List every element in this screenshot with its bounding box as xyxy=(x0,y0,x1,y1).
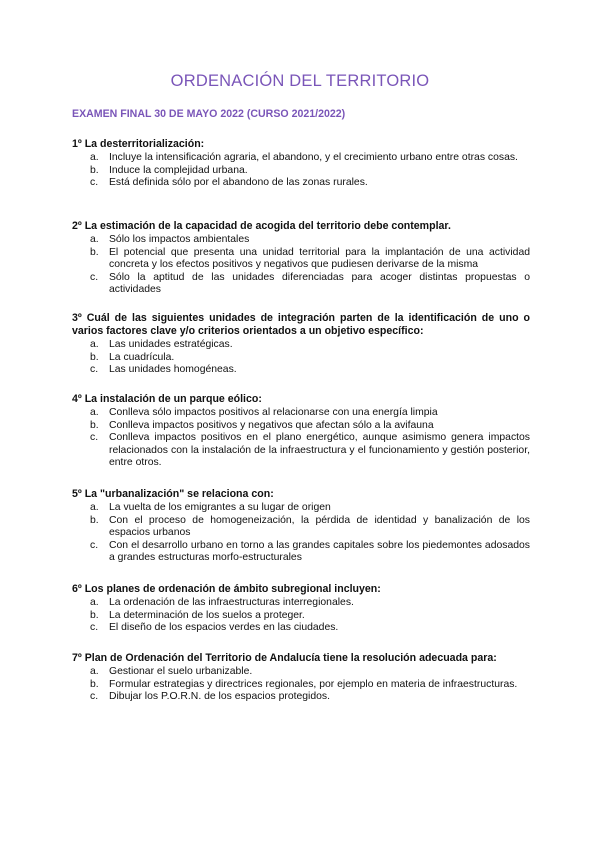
option-list xyxy=(72,502,530,565)
option-c: c. Conlleva impactos positivos en el plano energético, aunque asimismo genera impactos relacionados con la instalación de la infraestructura y el funcionamiento y gestión posterior, entre otros. xyxy=(90,432,530,469)
option-a: a. La ordenación de las infraestructuras interregionales. xyxy=(90,597,354,608)
option-list xyxy=(72,152,530,190)
option-list xyxy=(72,234,530,297)
question-4 xyxy=(72,393,530,470)
question-7 xyxy=(72,652,530,704)
question-2 xyxy=(72,220,530,297)
option-c: c. Dibujar los P.O.R.N. de los espacios protegidos. xyxy=(90,691,331,703)
option-a: a. Conlleva sólo impactos positivos al relacionarse con una energía limpia xyxy=(90,407,438,418)
exam-subtitle: EXAMEN FINAL 30 DE MAYO 2022 (CURSO 2021/2022) xyxy=(72,108,346,120)
option-b: b. Con el proceso de homogeneización, la pérdida de identidad y banalización de los espacios urbanos xyxy=(90,514,530,539)
option-b: b. Formular estrategias y directrices regionales, por ejemplo en materia de infraestructuras. xyxy=(90,678,518,690)
option-list xyxy=(72,339,530,377)
option-c: c. El diseño de los espacios verdes en las ciudades. xyxy=(90,622,339,634)
question-3 xyxy=(72,312,530,377)
question-text: 1º La desterritorialización: xyxy=(72,138,205,150)
option-list xyxy=(72,407,530,470)
option-b: b. La determinación de los suelos a proteger. xyxy=(90,609,305,621)
question-text: 3º Cuál de las siguientes unidades de integración parten de la identificación de uno o varios factores clave y/o criterios orientados a un objetivo específico: xyxy=(72,312,530,337)
option-a: a. Gestionar el suelo urbanizable. xyxy=(90,666,253,677)
question-text: 2º La estimación de la capacidad de acogida del territorio debe contemplar. xyxy=(72,220,451,232)
option-list xyxy=(72,597,530,635)
question-text: 5º La "urbanalización" se relaciona con: xyxy=(72,488,274,500)
question-text: 7º Plan de Ordenación del Territorio de Andalucía tiene la resolución adecuada para: xyxy=(72,652,497,664)
option-b: b. Conlleva impactos positivos y negativos que afectan sólo a la avifauna xyxy=(90,419,434,431)
option-c: c. Sólo la aptitud de las unidades diferenciadas para acoger distintas propuestas o actividades xyxy=(90,271,530,296)
page-title: ORDENACIÓN DEL TERRITORIO xyxy=(170,72,430,90)
question-text: 4º La instalación de un parque eólico: xyxy=(72,393,262,405)
option-a: a. Sólo los impactos ambientales xyxy=(90,234,250,245)
question-5 xyxy=(72,488,530,565)
option-a: a. La vuelta de los emigrantes a su lugar de origen xyxy=(90,502,331,513)
option-b: b. Induce la complejidad urbana. xyxy=(90,164,248,176)
option-list xyxy=(72,666,530,704)
option-b: b. El potencial que presenta una unidad territorial para la implantación de una actividad concreta y los efectos positivos y negativos que pudiesen derivarse de la misma xyxy=(90,246,530,271)
question-1 xyxy=(72,138,530,190)
question-text: 6º Los planes de ordenación de ámbito subregional incluyen: xyxy=(72,583,381,595)
option-b: b. La cuadrícula. xyxy=(90,351,175,363)
option-c: c. Está definida sólo por el abandono de las zonas rurales. xyxy=(90,177,368,189)
option-a: a. Las unidades estratégicas. xyxy=(90,339,233,350)
option-c: c. Las unidades homogéneas. xyxy=(90,364,237,376)
question-6 xyxy=(72,583,530,635)
option-c: c. Con el desarrollo urbano en torno a las grandes capitales sobre los piedemontes adosados a grandes estructuras morfo-estructurales xyxy=(90,539,530,564)
option-a: a. Incluye la intensificación agraria, el abandono, y el crecimiento urbano entre otras cosas. xyxy=(90,152,518,163)
